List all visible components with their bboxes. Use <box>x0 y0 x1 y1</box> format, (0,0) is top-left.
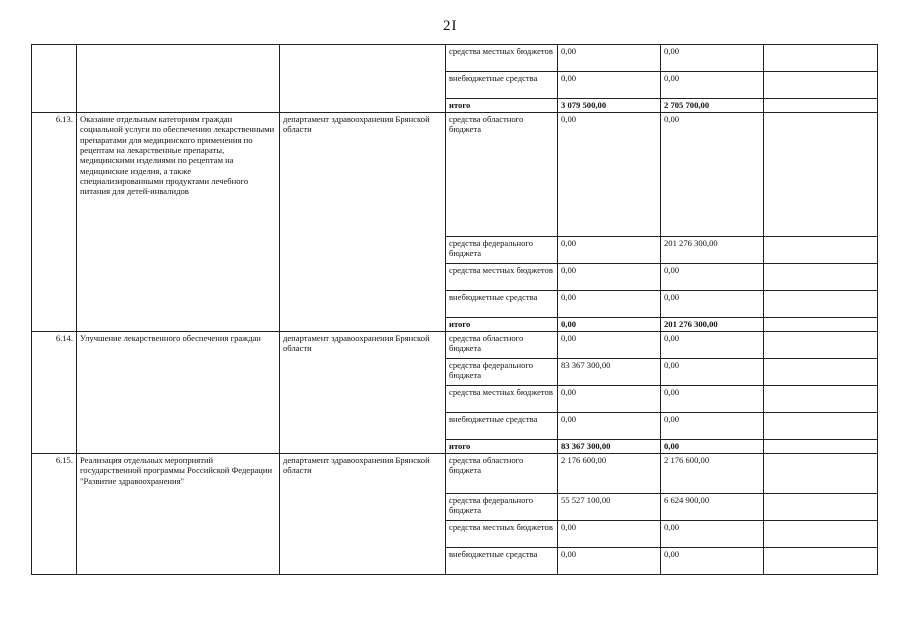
item-name-cell: Реализация отдельных мероприятий государственной программы Российской Федерации "Развитие здравоохранения" <box>77 454 280 575</box>
empty-cell <box>764 99 878 113</box>
value-cell: 0,00 <box>661 72 764 99</box>
executor-cell: департамент здравоохранения Брянской области <box>280 332 446 454</box>
funding-source-cell: внебюджетные средства <box>446 548 558 575</box>
value-cell: 6 624 900,00 <box>661 494 764 521</box>
empty-cell <box>764 548 878 575</box>
value-cell: 2 176 600,00 <box>661 454 764 494</box>
value-cell: 0,00 <box>558 237 661 264</box>
funding-source-cell: средства областного бюджета <box>446 332 558 359</box>
item-number-cell: 6.13. <box>32 113 77 332</box>
table-row <box>32 332 878 359</box>
funding-source-cell: средства местных бюджетов <box>446 45 558 72</box>
value-cell: 2 176 600,00 <box>558 454 661 494</box>
funding-source-cell: итого <box>446 99 558 113</box>
empty-cell <box>764 72 878 99</box>
empty-cell <box>764 237 878 264</box>
empty-cell <box>764 359 878 386</box>
value-cell: 55 527 100,00 <box>558 494 661 521</box>
value-cell: 2 705 700,00 <box>661 99 764 113</box>
executor-cell <box>280 45 446 113</box>
empty-cell <box>764 494 878 521</box>
value-cell: 0,00 <box>558 521 661 548</box>
value-cell: 83 367 300,00 <box>558 359 661 386</box>
funding-source-cell: внебюджетные средства <box>446 291 558 318</box>
funding-source-cell: средства областного бюджета <box>446 454 558 494</box>
table-row <box>32 113 878 237</box>
value-cell: 0,00 <box>661 45 764 72</box>
value-cell: 0,00 <box>661 291 764 318</box>
funding-source-cell: средства областного бюджета <box>446 113 558 237</box>
table-row <box>32 45 878 72</box>
empty-cell <box>764 413 878 440</box>
empty-cell <box>764 291 878 318</box>
value-cell: 0,00 <box>558 386 661 413</box>
value-cell: 0,00 <box>558 72 661 99</box>
empty-cell <box>764 332 878 359</box>
value-cell: 0,00 <box>661 359 764 386</box>
empty-cell <box>764 521 878 548</box>
funding-source-cell: средства федерального бюджета <box>446 494 558 521</box>
value-cell: 83 367 300,00 <box>558 440 661 454</box>
funding-source-cell: средства местных бюджетов <box>446 386 558 413</box>
value-cell: 201 276 300,00 <box>661 318 764 332</box>
value-cell: 0,00 <box>661 548 764 575</box>
value-cell: 201 276 300,00 <box>661 237 764 264</box>
empty-cell <box>764 113 878 237</box>
value-cell: 0,00 <box>558 413 661 440</box>
value-cell: 0,00 <box>661 521 764 548</box>
funding-source-cell: средства федерального бюджета <box>446 359 558 386</box>
value-cell: 3 079 500,00 <box>558 99 661 113</box>
value-cell: 0,00 <box>558 332 661 359</box>
empty-cell <box>764 318 878 332</box>
value-cell: 0,00 <box>661 264 764 291</box>
value-cell: 0,00 <box>558 264 661 291</box>
value-cell: 0,00 <box>558 291 661 318</box>
executor-cell: департамент здравоохранения Брянской области <box>280 113 446 332</box>
item-name-cell: Оказание отдельным категориям граждан социальной услуги по обеспечению лекарственными препаратами для медицинского применения по рецептам на лекарственные препараты, медицинскими изделиями по рецептам на медицинские изделия, а также специализированными продуктами лечебного питания для детей-инвалидов <box>77 113 280 332</box>
empty-cell <box>764 264 878 291</box>
budget-table <box>31 44 878 575</box>
item-name-cell: Улучшение лекарственного обеспечения граждан <box>77 332 280 454</box>
empty-cell <box>764 386 878 413</box>
item-number-cell: 6.14. <box>32 332 77 454</box>
funding-source-cell: внебюджетные средства <box>446 413 558 440</box>
value-cell: 0,00 <box>558 548 661 575</box>
empty-cell <box>764 440 878 454</box>
funding-source-cell: итого <box>446 318 558 332</box>
empty-cell <box>764 454 878 494</box>
empty-cell <box>764 45 878 72</box>
value-cell: 0,00 <box>558 113 661 237</box>
value-cell: 0,00 <box>661 332 764 359</box>
value-cell: 0,00 <box>661 413 764 440</box>
item-number-cell: 6.15. <box>32 454 77 575</box>
funding-source-cell: средства местных бюджетов <box>446 521 558 548</box>
executor-cell: департамент здравоохранения Брянской области <box>280 454 446 575</box>
page-number: 2I <box>443 18 458 34</box>
value-cell: 0,00 <box>558 45 661 72</box>
funding-source-cell: внебюджетные средства <box>446 72 558 99</box>
item-name-cell <box>77 45 280 113</box>
value-cell: 0,00 <box>661 113 764 237</box>
funding-source-cell: итого <box>446 440 558 454</box>
funding-source-cell: средства федерального бюджета <box>446 237 558 264</box>
table-row <box>32 454 878 494</box>
value-cell: 0,00 <box>558 318 661 332</box>
item-number-cell <box>32 45 77 113</box>
value-cell: 0,00 <box>661 386 764 413</box>
funding-source-cell: средства местных бюджетов <box>446 264 558 291</box>
value-cell: 0,00 <box>661 440 764 454</box>
